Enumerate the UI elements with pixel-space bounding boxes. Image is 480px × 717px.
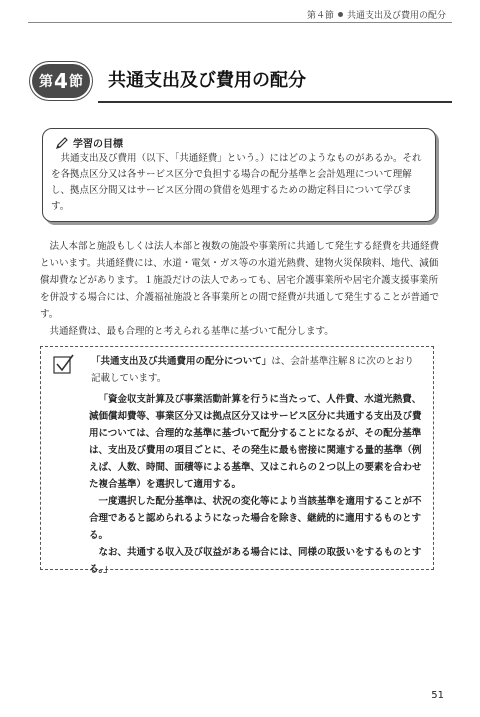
page-number: 51 <box>431 690 444 701</box>
body-paragraph: 法人本部と施設もしくは法人本部と複数の施設や事業所に共通して発生する経費を共通経費といいます。共通経費には、水道・電気・ガス等の水道光熱費、建物火災保険料、地代、減価償却費などがあります。１施設だけの法人であっても、居宅介護事業所や居宅介護支援事業所を併設する場合には、介護福祉施設と各事業所との間で経費が共通して発生することが普通です。 <box>40 241 440 320</box>
learning-goal-box <box>42 128 436 222</box>
badge-prefix: 第 <box>39 74 54 90</box>
goal-heading <box>55 135 123 150</box>
pencil-icon <box>55 136 69 150</box>
bullet-icon <box>338 12 343 17</box>
goal-heading-text: 学習の目標 <box>73 139 123 150</box>
goal-paragraph: 共通支出及び費用（以下、「共通経費」という。）にはどのようなものがあるか。それを各拠点区分又は各サービス区分で負担する場合の配分基準と会計処理について理解し、拠点区分間又はサービス区分間の貸借を処理するための勘定科目について学びます。 <box>51 153 422 212</box>
body-text <box>40 238 440 340</box>
section-heading <box>28 60 452 104</box>
note-intro-rest: は、会計基準注解８に次のとおり記載しています。 <box>91 356 414 384</box>
running-header-title: 共通支出及び費用の配分 <box>346 11 446 21</box>
note-box <box>40 346 434 575</box>
quote-paragraph: 「資金収支計算及び事業活動計算を行うに当たって、人件費、水道光熱費、減価償却費等、事業区分又は拠点区分又はサービス区分に共通する支出及び費用については、合理的な基準に基づいて配分することになるが、その配分基準は、支出及び費用の項目ごとに、その発生に最も密接に関連する量的基準（例えば、人数、時間、面積等による基準、又はこれらの２つ以上の要素を合わせた複合基準）を選択して適用する。 <box>89 394 422 490</box>
title-underline <box>98 101 452 103</box>
quote-paragraph: 一度選択した配分基準は、状況の変化等により当該基準を適用することが不合理であると認められるようになった場合を除き、継続的に適用するものとする。 <box>89 496 422 541</box>
goal-text <box>51 151 427 215</box>
running-header-section: 第４節 <box>306 11 334 21</box>
section-badge <box>32 64 90 98</box>
page-title: 共通支出及び費用の配分 <box>108 70 306 91</box>
note-intro-bold: 「共通支出及び共通費用の配分について」 <box>91 356 272 367</box>
body-paragraph: 共通経費は、最も合理的と考えられる基準に基づいて配分します。 <box>49 326 334 337</box>
note-intro <box>91 353 423 387</box>
checkbox-check-icon <box>53 353 75 375</box>
running-header <box>307 8 446 21</box>
badge-suffix: 節 <box>68 74 83 90</box>
badge-number: 4 <box>54 69 68 93</box>
quote-paragraph: なお、共通する収入及び収益がある場合には、同様の取扱いをするものとする。」 <box>89 547 422 575</box>
note-quote <box>89 391 423 578</box>
header-rule <box>28 22 452 23</box>
